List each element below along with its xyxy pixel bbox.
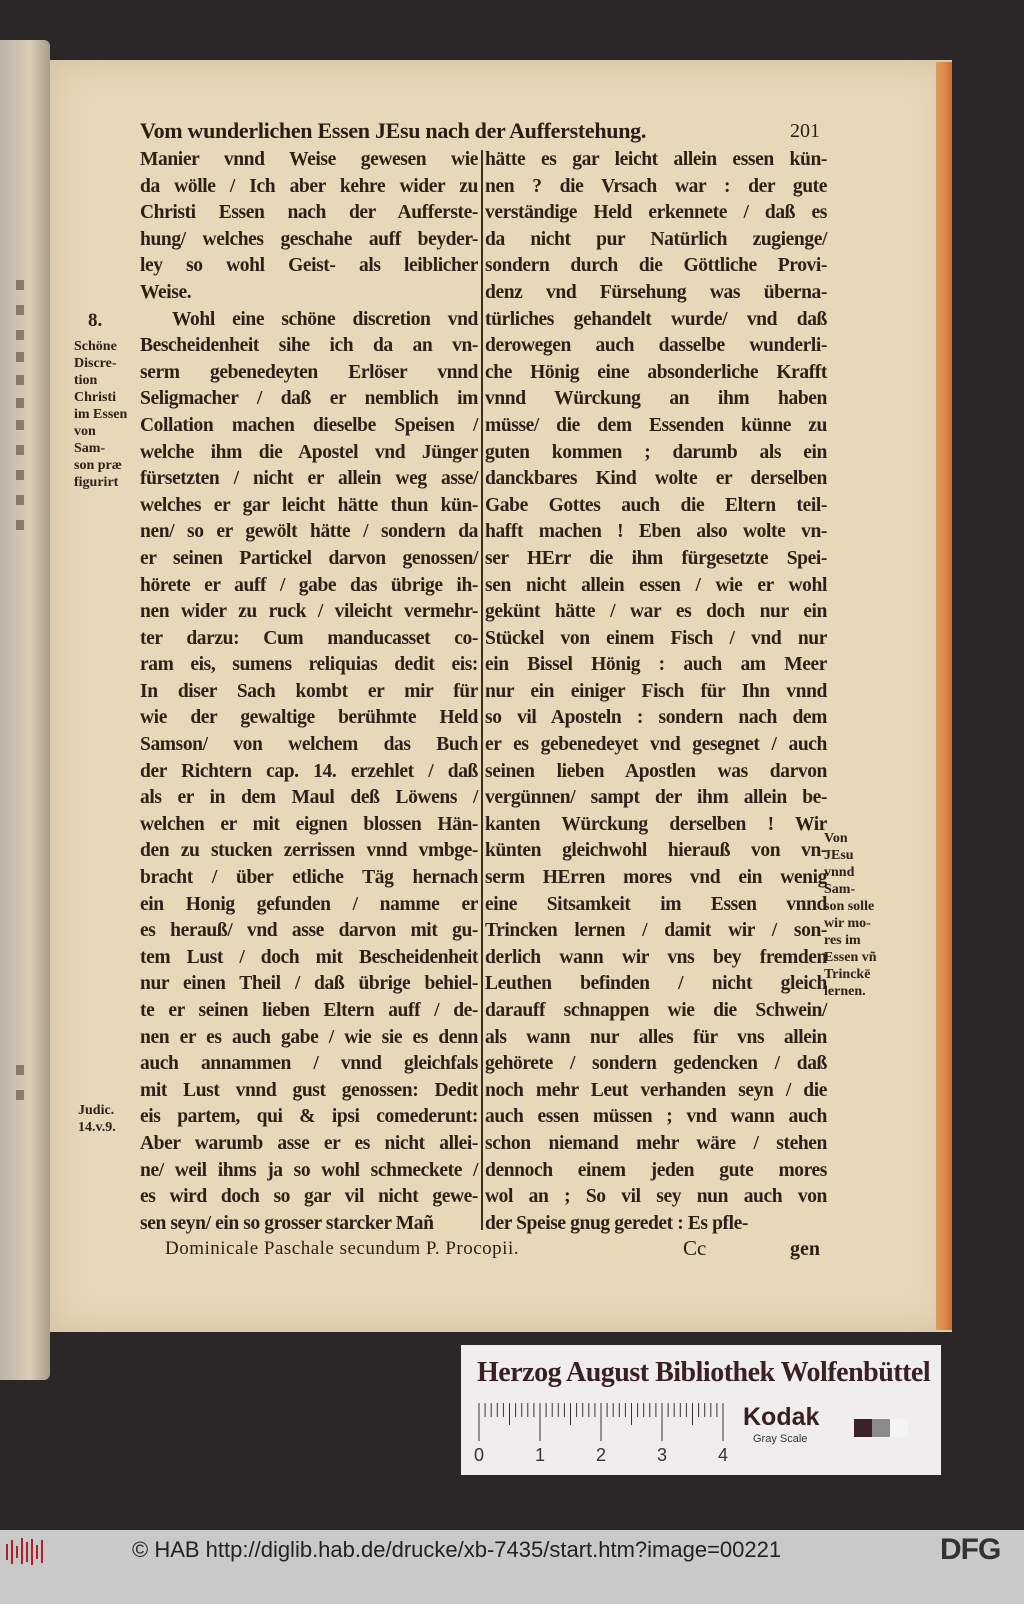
text-line: eine Sitsamkeit im Essen vnnd — [485, 893, 827, 915]
text-line: In diser Sach kombt er mir für — [140, 680, 478, 702]
margin-note-line: wir mo- — [824, 916, 871, 931]
margin-note-line: res im — [824, 933, 861, 948]
text-line: als er in dem Maul deß Löwens / — [140, 787, 478, 809]
bleed-through-text — [2, 495, 24, 505]
margin-note-left — [74, 338, 127, 491]
text-line: hätte es gar leicht allein essen kün- — [485, 149, 827, 170]
margin-note-line: Christi — [74, 390, 116, 405]
text-line: tem Lust / doch mit Bescheidenheit — [140, 946, 478, 968]
margin-note-line: JEsu — [824, 848, 854, 863]
text-line: Wohl eine schöne discretion vnd — [172, 308, 478, 330]
ruler-label: 0 — [474, 1445, 485, 1465]
gray-swatch-dark — [854, 1419, 872, 1437]
text-line: kanten Würckung derselben ! Wir — [485, 813, 827, 835]
text-line: eis partem, qui & ipsi comederunt: — [140, 1106, 478, 1128]
margin-note-line: Schöne — [74, 339, 117, 354]
text-line: da nicht pur Natürlich zugienge/ — [485, 228, 827, 250]
text-line: nur einen Theil / daß übrige behiel- — [140, 973, 478, 995]
text-line: derowegen auch dasselbe wunderli- — [485, 335, 827, 357]
text-line: sen nicht allein essen / wie er wohl — [485, 574, 827, 596]
text-line: Christi Essen nach der Aufferste- — [140, 202, 478, 224]
margin-note-line: vnnd — [824, 865, 855, 880]
margin-note-judic — [78, 1102, 116, 1136]
text-line: nur ein einiger Fisch für Ihn vnnd — [485, 680, 827, 702]
text-line: ein Bissel Hönig : auch am Meer — [485, 654, 827, 676]
text-line: Manier vnnd Weise gewesen wie — [140, 149, 478, 170]
text-line: ter darzu: Cum manducasset co- — [140, 627, 478, 649]
margin-note-line: von — [74, 424, 96, 439]
text-line: Leuthen befinden / nicht gleich — [485, 973, 827, 995]
bleed-through-text — [2, 398, 24, 408]
margin-note-line: Von — [824, 831, 848, 846]
text-line: che Hönig eine absonderliche Krafft — [485, 361, 827, 383]
dfg-logo: DFG — [940, 1533, 1001, 1566]
left-text-column — [140, 147, 478, 1237]
margin-note-line: Sam- — [824, 882, 856, 897]
text-line: Trincken lernen / damit wir / son- — [485, 920, 827, 942]
margin-note-line: im Essen — [74, 407, 128, 422]
bleed-through-text — [2, 305, 24, 315]
text-line: es wird doch so gar vil nicht gewe- — [140, 1186, 478, 1208]
scan-reference-card — [461, 1345, 941, 1475]
text-line: bracht / über etliche Täg hernach — [140, 867, 478, 889]
text-line: Samson/ von welchem das Buch — [140, 734, 478, 756]
text-line: gekünt hätte / war es doch nur ein — [485, 601, 827, 623]
ruler-label: 2 — [596, 1445, 607, 1465]
text-line: nen ? die Vrsach war : der gute — [485, 175, 827, 197]
text-line: ser HErr die ihm fürgesetzte Spei- — [485, 547, 827, 569]
text-line: verständige Held erkennete / daß es — [485, 202, 827, 224]
text-line: hafft machen ! Eben also wolte vn- — [485, 521, 827, 543]
text-line: Weise. — [140, 281, 192, 303]
text-line: der Richtern cap. 14. erzehlet / daß — [140, 760, 478, 782]
text-line: serm gebenedeyten Erlöser vnnd — [140, 361, 478, 383]
text-line: te er seinen lieben Eltern auff / de- — [140, 1000, 478, 1021]
bleed-through-text — [2, 352, 24, 362]
text-line: vnnd Würckung an ihm haben — [485, 388, 827, 410]
bleed-through-text — [2, 1090, 24, 1100]
viewer-footer-bar — [0, 1530, 1024, 1604]
margin-note-line: figurirt — [74, 475, 119, 490]
text-line: gehörete / sondern gedencken / daß — [485, 1053, 827, 1075]
bleed-through-text — [2, 330, 24, 340]
text-line: ram eis, sumens reliquias dedit eis: — [140, 654, 478, 676]
text-line: welches er gar leicht hätte thun kün- — [140, 494, 478, 516]
kodak-logo: Kodak — [743, 1403, 820, 1431]
text-line: welche ihm die Apostel vnd Jünger — [140, 441, 478, 463]
text-line: müsse/ die dem Essenden künne zu — [485, 414, 827, 436]
institution-name: Herzog August Bibliothek Wolfenbüttel — [477, 1357, 931, 1388]
margin-note-line: Judic. — [78, 1103, 115, 1118]
text-line: fürsetzten / nicht er allein weg asse/ — [140, 468, 478, 490]
text-line: seinen lieben Apostlen was darvon — [485, 760, 827, 782]
margin-note-line: Essen vñ — [824, 950, 877, 965]
text-line: guten kommen ; darumb als ein — [485, 441, 827, 463]
text-line: vergünnen/ sampt der ihm allein be- — [485, 787, 827, 809]
text-line: ein Honig gefunden / namme er — [140, 893, 478, 915]
signature-mark: Cc — [683, 1236, 707, 1260]
text-line: als wann nur alles für vns allein — [485, 1026, 827, 1048]
text-line: wol an ; So vil sey nun auch von — [485, 1186, 827, 1208]
catchword: gen — [790, 1238, 820, 1260]
text-line: derlich wann wir vns bey fremden — [485, 946, 827, 968]
margin-note-line: Discre- — [74, 356, 117, 371]
text-line: ley so wohl Geist- als leiblicher — [140, 255, 478, 277]
running-title: Vom wunderlichen Essen JEsu nach der Aufferstehung. — [140, 118, 647, 143]
gray-swatch-light — [890, 1419, 908, 1437]
page-number: 201 — [790, 120, 820, 142]
text-line: wie der gewaltige berühmte Held — [140, 707, 478, 729]
bleed-through-text — [2, 375, 24, 385]
margin-note-right — [824, 830, 877, 1000]
previous-page-edge — [0, 40, 50, 1380]
margin-note-line: Sam- — [74, 441, 106, 456]
ruler-label: 3 — [657, 1445, 668, 1465]
ruler-label: 4 — [718, 1445, 729, 1465]
text-line: denz vnd Fürsehung was überna- — [485, 281, 827, 303]
margin-note-line: son præ — [74, 458, 122, 473]
page-edge — [936, 62, 952, 1330]
gray-scale-label: Gray Scale — [753, 1433, 808, 1445]
text-line: hörete er auff / gabe das übrige ih- — [140, 574, 478, 596]
text-line: nen/ so er gewölt hätte / sondern da — [140, 521, 478, 543]
text-line: er es gebenedeyet vnd gesegnet / auch — [485, 734, 827, 756]
text-line: Stückel von einem Fisch / vnd nur — [485, 627, 827, 649]
text-line: auch annammen / vnnd gleichfals — [140, 1053, 478, 1075]
gray-swatch-mid — [872, 1419, 890, 1437]
text-line: welchen er mit eignen blossen Hän- — [140, 813, 478, 835]
bleed-through-text — [2, 1065, 24, 1075]
text-line: den zu stucken zerrissen vnnd vmbge- — [140, 840, 478, 862]
ruler-label: 1 — [535, 1445, 546, 1465]
bleed-through-text — [2, 520, 24, 530]
text-line: Collation machen dieselbe Speisen / — [140, 414, 478, 436]
text-line: auch essen müssen ; vnd wann auch — [485, 1106, 827, 1128]
bleed-through-text — [2, 280, 24, 290]
text-line: hung/ welches geschahe auff beyder- — [140, 228, 478, 250]
text-line: danckbares Kind wolte er derselben — [485, 468, 827, 490]
signature-line: Dominicale Paschale secundum P. Procopii. — [165, 1238, 519, 1259]
text-line: künten gleichwohl hierauß von vn- — [485, 840, 827, 862]
text-line: so vil Aposteln : sondern nach dem — [485, 707, 827, 729]
bleed-through-text — [2, 445, 24, 455]
text-line: es herauß/ vnd asse darvon mit gu- — [140, 920, 478, 942]
text-line: sen seyn/ ein so grosser starcker Mañ — [140, 1212, 434, 1234]
text-line: noch mehr Leut verhanden seyn / die — [485, 1079, 827, 1101]
hab-logo-icon — [4, 1536, 48, 1566]
text-line: nen wider zu ruck / vileicht vermehr- — [140, 601, 478, 623]
text-line: Bescheidenheit sihe ich da an vn- — [140, 335, 478, 357]
text-line: ne/ weil ihms ja so wohl schmeckete / — [140, 1159, 478, 1181]
right-text-column — [485, 147, 827, 1237]
margin-note-line: Trinckē — [824, 967, 871, 982]
text-line: Seligmacher / daß er nemblich im — [140, 388, 478, 410]
text-line: dennoch einem jeden gute mores — [485, 1159, 827, 1181]
text-line: mit Lust vnnd gust genossen: Dedit — [140, 1079, 478, 1101]
bleed-through-text — [2, 470, 24, 480]
section-number: 8. — [88, 310, 103, 331]
text-line: serm HErren mores vnd ein wenig — [485, 867, 827, 889]
text-line: der Speise gnug geredet : Es pfle- — [485, 1212, 748, 1234]
ruler-scale — [474, 1403, 729, 1473]
text-line: schon niemand mehr wäre / stehen — [485, 1132, 827, 1154]
margin-note-line: tion — [74, 373, 98, 388]
text-line: darauff schnappen wie die Schwein/ — [485, 1000, 827, 1021]
text-line: sondern durch die Göttliche Provi- — [485, 255, 827, 277]
text-line: da wölle / Ich aber kehre wider zu — [140, 175, 478, 197]
text-line: nen er es auch gabe / wie sie es denn — [140, 1026, 478, 1048]
margin-note-line: 14.v.9. — [78, 1120, 116, 1135]
margin-note-line: son solle — [824, 899, 875, 914]
bleed-through-text — [2, 420, 24, 430]
column-divider — [481, 150, 483, 1230]
text-line: türliches gehandelt wurde/ vnd daß — [485, 308, 827, 330]
text-line: Aber warumb asse er es nicht allei- — [140, 1132, 478, 1154]
copyright-link[interactable]: © HAB http://diglib.hab.de/drucke/xb-7435/start.htm?image=00221 — [132, 1537, 782, 1562]
margin-note-line: lernen. — [824, 984, 866, 999]
text-line: er seinen Partickel darvon genossen/ — [140, 547, 478, 569]
text-line: Gabe Gottes auch die Eltern teil- — [485, 494, 827, 516]
